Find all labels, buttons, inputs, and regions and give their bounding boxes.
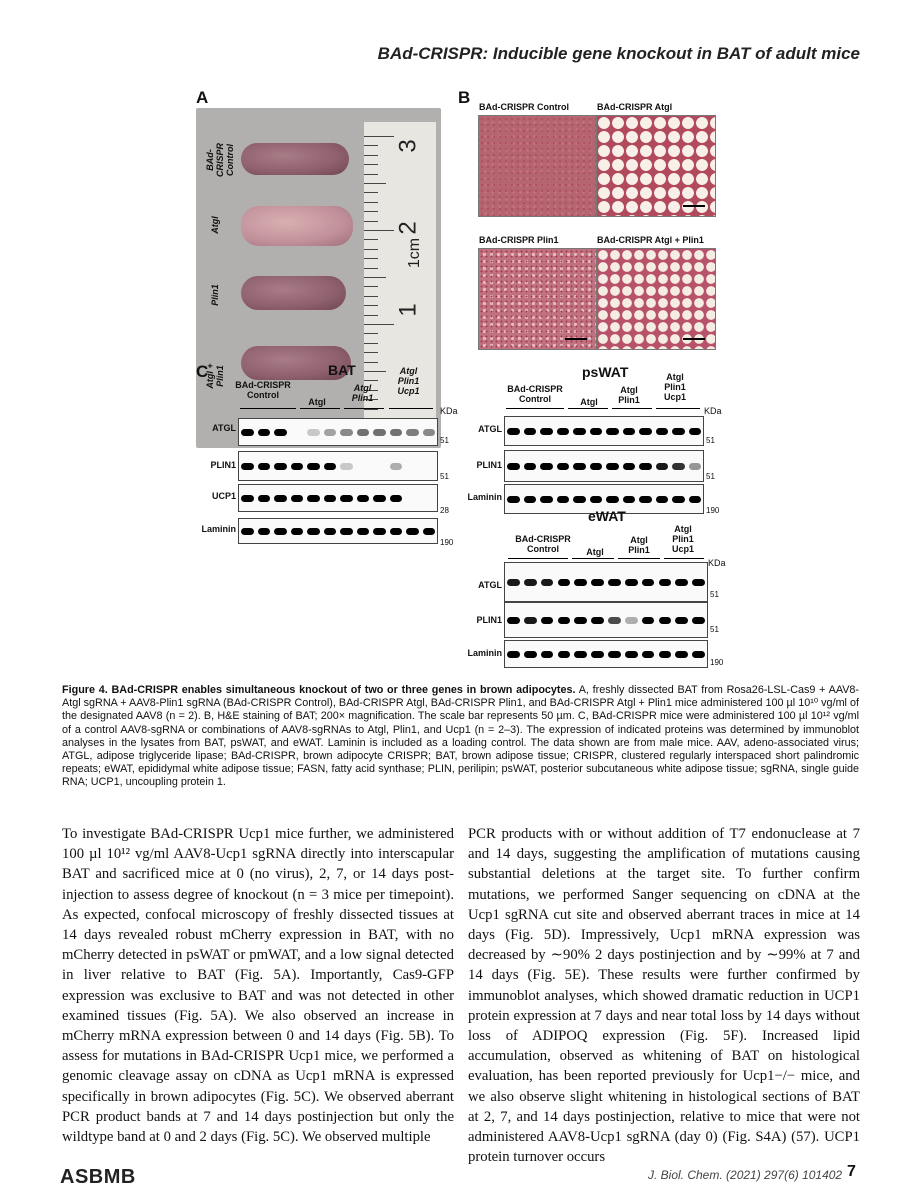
ruler-unit-cm: 1cm — [406, 237, 424, 269]
blot-row-label: ATGL — [212, 423, 236, 433]
blot-band — [524, 579, 537, 586]
ruler-tick — [364, 343, 378, 344]
blot-band — [324, 463, 337, 470]
ruler-tick — [364, 202, 378, 203]
blot-band — [406, 429, 419, 436]
kda-header-ewat: KDa — [708, 558, 726, 568]
blot-group-atgl: Atgl — [586, 547, 604, 557]
blot-strip-pswat-plin1 — [504, 450, 704, 482]
blot-band — [390, 463, 403, 470]
blot-band — [274, 495, 287, 502]
histology-title-atgl: BAd-CRISPR Atgl — [597, 102, 673, 112]
blot-band — [373, 429, 386, 436]
histology-title-plin1: BAd-CRISPR Plin1 — [479, 235, 559, 245]
group-underline — [612, 408, 652, 409]
blot-band — [656, 428, 669, 435]
blot-kda: 28 — [440, 506, 449, 515]
figure-4 — [190, 88, 730, 673]
blot-band — [689, 428, 702, 435]
blot-band — [625, 617, 638, 624]
ruler-tick — [364, 249, 378, 250]
blot-band — [590, 463, 603, 470]
blot-band — [656, 496, 669, 503]
blot-row-label: Laminin — [467, 492, 502, 502]
blot-band — [241, 495, 254, 502]
kda-header-bat: KDa — [440, 406, 458, 416]
blot-row-label: Laminin — [467, 648, 502, 658]
blot-band — [606, 428, 619, 435]
photo-label-atgl: Atgl — [210, 216, 220, 234]
blot-row-label: ATGL — [478, 424, 502, 434]
tissue-atgl — [241, 206, 353, 246]
group-underline — [389, 408, 433, 409]
blot-band — [672, 463, 685, 470]
blot-band — [591, 617, 604, 624]
blot-band — [558, 579, 571, 586]
blot-band — [642, 579, 655, 586]
blot-strip-bat-atgl — [238, 418, 438, 446]
blot-band — [574, 617, 587, 624]
ruler-tick — [364, 296, 378, 297]
histology-atgl — [596, 102, 716, 217]
blot-band — [340, 495, 353, 502]
blot-strip-bat-laminin — [238, 518, 438, 544]
blot-strip-ewat-atgl — [504, 562, 708, 602]
blot-band — [608, 617, 621, 624]
tissue-control — [241, 143, 349, 175]
scale-bar — [683, 338, 705, 340]
ruler-tick — [364, 145, 378, 146]
blot-band — [307, 495, 320, 502]
blot-band — [241, 429, 254, 436]
blot-title-pswat: psWAT — [582, 364, 629, 380]
blot-kda: 51 — [706, 436, 715, 445]
ruler-tick — [364, 362, 378, 363]
blot-band — [507, 617, 520, 624]
blot-band — [340, 429, 353, 436]
body-column-right: PCR products with or without addition of T7 endonuclease at 7 and 14 days, suggesting the amplification of mutations causing substantial deletions at the target site. To further confirm mutations, we performed Sanger sequencing on cDNA at the Ucp1 sgRNA cut site and observed aberrant traces in mice at 14 days (Fig. 5D). Impressively, Ucp1 mRNA expression was decreased by ∼90% 2 days postinjection and by ∼99% at 7 and 14 days (Fig. 5E). These results were further confirmed by immunoblot analyses, which showed dramatic reduction in UCP1 protein expression at 7 days and near total loss by 14 days without loss of ADIPOQ expression (Fig. 5F). Increased lipid accumulation, observed as whitening of BAT on histological evaluation, has been reported previously for Ucp1−/− mice, and we also observe slight whitening in histological sections of BAT at 2, 7, and 14 days postinjection, relative to mice that were not administered AAV8-Ucp1 sgRNA (day 0) (Fig. S4A) (57). UCP1 protein turnover occurs — [468, 826, 860, 1166]
blot-group-atgl: Atgl — [308, 397, 326, 407]
blot-band — [573, 463, 586, 470]
blot-band — [689, 496, 702, 503]
blot-band — [675, 617, 688, 624]
blot-band — [373, 495, 386, 502]
blot-band — [540, 428, 553, 435]
blot-band — [623, 428, 636, 435]
histology-plin1 — [478, 235, 598, 350]
blot-band — [659, 579, 672, 586]
ruler-tick — [364, 258, 378, 259]
scale-bar — [683, 205, 705, 207]
asbmb-logo: ASBMB — [60, 1166, 136, 1188]
caption-lead: Figure 4. BAd-CRISPR enables simultaneous knockout of two or three genes in brown adipocytes. — [62, 684, 576, 696]
blot-row-label: UCP1 — [211, 491, 236, 501]
ruler-tick — [364, 333, 378, 334]
blot-group-atgl-plin1-ucp1: Atgl Plin1 Ucp1 — [671, 524, 694, 554]
blot-band — [274, 429, 287, 436]
blot-group-atgl-plin1: Atgl Plin1 — [351, 383, 374, 403]
blot-band — [541, 651, 554, 658]
journal-citation: J. Biol. Chem. (2021) 297(6) 101402 — [648, 1168, 843, 1182]
group-underline — [508, 558, 568, 559]
ruler-tick — [364, 174, 378, 175]
ruler-tick — [364, 183, 386, 184]
blot-row-label: ATGL — [478, 580, 502, 590]
group-underline — [568, 408, 608, 409]
blot-band — [692, 579, 705, 586]
kda-header-pswat: KDa — [704, 406, 722, 416]
blot-band — [639, 496, 652, 503]
blot-band — [659, 617, 672, 624]
blot-band — [524, 651, 537, 658]
blot-band — [558, 651, 571, 658]
blot-band — [241, 528, 254, 535]
ruler-tick — [364, 155, 378, 156]
blot-kda: 51 — [706, 472, 715, 481]
group-underline — [618, 558, 660, 559]
blot-band — [625, 579, 638, 586]
blot-strip-bat-ucp1 — [238, 484, 438, 512]
blot-title-bat: BAT — [328, 362, 356, 378]
blot-band — [672, 496, 685, 503]
figure-caption — [62, 684, 859, 790]
blot-strip-ewat-plin1 — [504, 602, 708, 638]
blot-band — [541, 579, 554, 586]
blot-band — [507, 579, 520, 586]
blot-row-label: PLIN1 — [210, 460, 236, 470]
blot-band — [608, 651, 621, 658]
page-number: 7 — [847, 1163, 856, 1180]
panel-a-letter: A — [196, 88, 209, 107]
blot-band — [557, 428, 570, 435]
blot-band — [623, 496, 636, 503]
ruler-tick — [364, 164, 378, 165]
blot-strip-bat-plin1 — [238, 451, 438, 481]
group-underline — [656, 408, 700, 409]
blot-band — [591, 651, 604, 658]
tissue-plin1 — [241, 276, 346, 310]
histology-title-atgl-plin1: BAd-CRISPR Atgl + Plin1 — [597, 235, 704, 245]
blot-band — [574, 579, 587, 586]
group-underline — [344, 408, 384, 409]
blot-kda: 190 — [706, 506, 720, 515]
blot-band — [590, 428, 603, 435]
ruler-tick — [364, 371, 386, 372]
group-underline — [240, 408, 296, 409]
ruler-tick — [364, 136, 394, 137]
caption-text: A, freshly dissected BAT from Rosa26-LSL-Cas9 + AAV8-Atgl sgRNA + AAV8-Plin1 sgRNA (BAd-CRISPR Control), BAd-CRISPR Atgl, BAd-CRISPR Plin1, and BAd-CRISPR Atgl + Plin1 mice administered 100 µl 10¹⁰ vg/ml of the designated AAV8 (n = 2). B, H&E staining of BAT; 200× magnification. The scale bar represents 50 µm. C, BAd-CRISPR mice were administered 100 µl 10¹² vg/ml of a control AAV8-sgRNA or combinations of AAV8-sgRNAs to Atgl, Plin1, and Ucp1 (n = 2–3). The expression of indicated proteins was determined by immunoblot analyses in the lysates from BAT, psWAT, and eWAT. Laminin is included as a loading control. The data shown are from male mice. AAV, adeno-associated virus; ATGL, adipose triglyceride lipase; BAd-CRISPR, brown adipocyte CRISPR; BAT, brown adipose tissue; CRISPR, clustered regularly interspaced short palindromic repeats; eWAT, epididymal white adipose tissue; FASN, fatty acid synthase; PLIN, perilipin; psWAT, posterior subcutaneous white adipose tissue; sgRNA, single guide RNA; UCP1, uncoupling protein 1. — [62, 684, 860, 789]
group-underline — [572, 558, 614, 559]
photo-label-atgl-plin1: Atgl + Plin1 — [205, 363, 225, 389]
ruler-number-2: 2 — [394, 221, 422, 235]
blot-group-atgl: Atgl — [580, 397, 598, 407]
ruler-tick — [364, 324, 394, 325]
blot-group-control: BAd-CRISPR Control — [235, 380, 291, 400]
blot-band — [390, 495, 403, 502]
scale-bar — [565, 338, 587, 340]
blot-band — [524, 428, 537, 435]
blot-group-control: BAd-CRISPR Control — [515, 534, 571, 554]
ruler-tick — [364, 221, 378, 222]
blot-band — [423, 528, 436, 535]
blot-band — [606, 496, 619, 503]
blot-band — [642, 617, 655, 624]
blot-band — [656, 463, 669, 470]
blot-band — [507, 428, 520, 435]
blot-band — [324, 429, 337, 436]
blot-band — [241, 463, 254, 470]
blot-band — [659, 651, 672, 658]
blot-band — [507, 651, 520, 658]
ruler-tick — [364, 277, 386, 278]
blot-group-control: BAd-CRISPR Control — [507, 384, 563, 404]
blot-band — [541, 617, 554, 624]
ruler-tick — [364, 380, 378, 381]
blot-band — [274, 463, 287, 470]
blot-band — [307, 528, 320, 535]
blot-band — [540, 463, 553, 470]
ruler-number-1: 1 — [394, 303, 422, 317]
blot-band — [557, 496, 570, 503]
blot-kda: 51 — [440, 436, 449, 445]
blot-band — [524, 463, 537, 470]
blot-band — [692, 651, 705, 658]
ruler-tick — [364, 286, 378, 287]
blot-band — [340, 528, 353, 535]
histology-title-control: BAd-CRISPR Control — [479, 102, 569, 112]
blot-band — [608, 579, 621, 586]
blot-band — [524, 617, 537, 624]
blot-band — [258, 429, 271, 436]
blot-band — [639, 463, 652, 470]
ruler-tick — [364, 239, 378, 240]
photo-label-control: BAd-CRISPR Control — [205, 142, 235, 177]
blot-band — [390, 429, 403, 436]
blot-kda: 51 — [710, 625, 719, 634]
ruler-tick — [364, 211, 378, 212]
blot-band — [357, 495, 370, 502]
blot-band — [357, 528, 370, 535]
blot-kda: 190 — [710, 658, 724, 667]
blot-band — [406, 528, 419, 535]
blot-band — [590, 496, 603, 503]
ruler-tick — [364, 352, 378, 353]
blot-band — [591, 579, 604, 586]
blot-band — [291, 495, 304, 502]
blot-band — [291, 528, 304, 535]
blot-band — [524, 496, 537, 503]
ruler-tick — [364, 192, 378, 193]
blot-band — [642, 651, 655, 658]
blot-band — [324, 528, 337, 535]
blot-band — [274, 528, 287, 535]
blot-band — [258, 528, 271, 535]
blot-kda: 51 — [710, 590, 719, 599]
blot-band — [423, 429, 436, 436]
blot-band — [291, 463, 304, 470]
blot-strip-pswat-atgl — [504, 416, 704, 446]
blot-row-label: Laminin — [201, 524, 236, 534]
blot-band — [689, 463, 702, 470]
panel-c-letter: C — [196, 362, 209, 381]
blot-band — [573, 428, 586, 435]
blot-band — [692, 617, 705, 624]
blot-band — [639, 428, 652, 435]
group-underline — [506, 408, 564, 409]
histology-control — [478, 102, 598, 217]
blot-band — [324, 495, 337, 502]
blot-strip-ewat-laminin — [504, 640, 708, 668]
group-underline — [300, 408, 340, 409]
blot-row-label: PLIN1 — [476, 615, 502, 625]
blot-band — [390, 528, 403, 535]
blot-group-atgl-plin1: Atgl Plin1 — [628, 535, 650, 555]
blot-band — [672, 428, 685, 435]
ruler-tick — [364, 268, 378, 269]
blot-band — [606, 463, 619, 470]
photo-label-plin1: Plin1 — [210, 284, 220, 306]
group-underline — [664, 558, 704, 559]
blot-band — [373, 528, 386, 535]
blot-kda: 51 — [440, 472, 449, 481]
histology-atgl-plin1 — [596, 235, 716, 350]
body-column-left: To investigate BAd-CRISPR Ucp1 mice further, we administered 100 µl 10¹² vg/ml AAV8-Ucp1 sgRNA directly into interscapular BAT and sacrificed mice at 0 (no virus), 2, 7, or 14 days post-injection to assess degree of knockout (n = 3 mice per timepoint). As expected, confocal microscopy of freshly dissected tissues at 14 days revealed robust mCherry expression in BAT, with no mCherry detected in psWAT or pmWAT, and a low signal detected in liver relative to BAT (Fig. 5A). Importantly, Cas9-GFP expression was exclusive to BAT and was not detected in other examined tissues (Fig. 5A). We also observed an increase in mCherry mRNA expression between 0 and 14 days (Fig. 5B). To assess for mutations in BAd-CRISPR Ucp1 mice, we performed a genomic cleavage assay on cDNA as Ucp1 mRNA is expressed specifically in brown adipocytes (Fig. 5C). We observed aberrant PCR product bands at 7 and 14 days postinjection but only the wildtype band at 0 and 2 days (Fig. 5C). We observed multiple — [62, 826, 454, 1146]
blot-kda: 190 — [440, 538, 454, 547]
blot-band — [258, 495, 271, 502]
blot-band — [307, 463, 320, 470]
blot-band — [258, 463, 271, 470]
running-header: BAd-CRISPR: Inducible gene knockout in BAT of adult mice — [377, 44, 860, 63]
ruler-tick — [364, 315, 378, 316]
blot-group-atgl-plin1-ucp1: Atgl Plin1 Ucp1 — [663, 372, 686, 402]
blot-band — [675, 579, 688, 586]
blot-title-ewat: eWAT — [588, 508, 626, 524]
blot-group-atgl-plin1: Atgl Plin1 — [618, 385, 640, 405]
ruler-tick — [364, 230, 394, 231]
blot-band — [574, 651, 587, 658]
blot-band — [573, 496, 586, 503]
ruler-number-3: 3 — [394, 139, 422, 153]
blot-band — [507, 496, 520, 503]
blot-band — [507, 463, 520, 470]
blot-row-label: PLIN1 — [476, 460, 502, 470]
blot-band — [625, 651, 638, 658]
blot-band — [623, 463, 636, 470]
blot-band — [340, 463, 353, 470]
blot-group-atgl-plin1-ucp1: Atgl Plin1 Ucp1 — [397, 366, 420, 396]
blot-band — [558, 617, 571, 624]
blot-band — [357, 429, 370, 436]
blot-band — [540, 496, 553, 503]
panel-b-letter: B — [458, 88, 471, 107]
blot-band — [307, 429, 320, 436]
blot-band — [557, 463, 570, 470]
ruler-tick — [364, 305, 378, 306]
blot-band — [675, 651, 688, 658]
